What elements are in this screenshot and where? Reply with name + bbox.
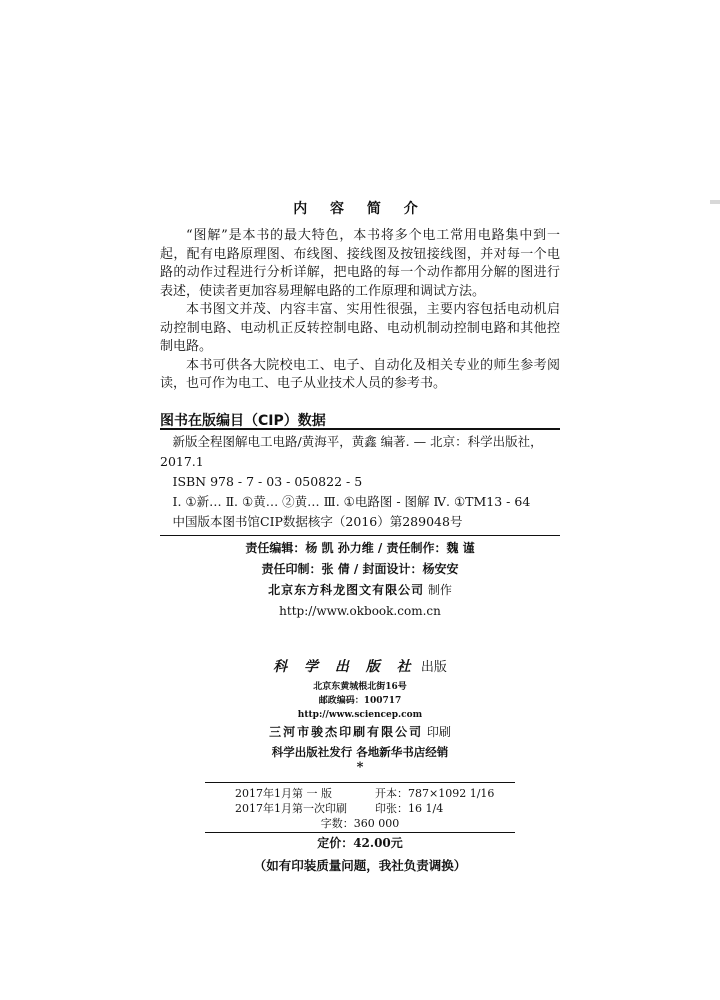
specs-bottom-rule (205, 832, 515, 833)
credits-block (160, 538, 560, 622)
spec-sheets: 印张：16 1/4 (375, 802, 444, 815)
publisher-suffix: 出版 (420, 660, 447, 675)
specs-block (205, 786, 515, 831)
specs-row-2 (205, 801, 515, 816)
page-edge-mark (710, 200, 720, 204)
summary-paragraph-2: 本书图文并茂、内容丰富、实用性很强，主要内容包括电动机启动控制电路、电动机正反转控制电路、电动机制动控制电路和其他控制电路。 (160, 302, 560, 354)
summary-title: 内 容 简 介 (293, 201, 427, 217)
summary-paragraph-1: “图解”是本书的最大特色，本书将多个电工常用电路集中到一起，配有电路原理图、布线图、接线图及按钮接线图，并对每一个电路的动作过程进行分析详解，把电路的每一个动作都用分解的图进行表述，使读者更加容易理解电路的工作原理和调试方法。 (160, 228, 560, 299)
cip-bottom-rule (160, 535, 560, 536)
credits-maker-line (160, 580, 560, 601)
credits-editors: 责任编辑：杨 凯 孙力维 / 责任制作：魏 谨 (245, 541, 475, 555)
publisher-address: 北京东黄城根北街16号 (313, 682, 407, 692)
credits-maker: 北京东方科龙图文有限公司 (268, 583, 425, 597)
separator-star: * (356, 760, 364, 775)
cip-block (160, 432, 560, 532)
printer-suffix: 印刷 (426, 725, 451, 739)
publisher-block (160, 655, 560, 774)
spec-edition: 2017年1月第 一 版 (235, 787, 332, 800)
credits-url: http://www.okbook.com.cn (279, 604, 441, 618)
quality-notice: （如有印装质量问题，我社负责调换） (253, 858, 467, 873)
summary-paragraph-3: 本书可供各大院校电工、电子、自动化及相关专业的师生参考阅读，也可作为电工、电子从业技术人员的参考书。 (160, 357, 560, 391)
cip-top-rule (160, 428, 560, 430)
spec-printing: 2017年1月第一次印刷 (235, 802, 347, 815)
cip-isbn: ISBN 978 - 7 - 03 - 050822 - 5 (172, 474, 363, 489)
distribution-line: 科学出版社发行 各地新华书店经销 (271, 745, 449, 759)
price: 定价：42.00元 (317, 836, 403, 850)
specs-top-rule (205, 782, 515, 783)
cip-title: 图书在版编目（CIP）数据 (160, 413, 326, 429)
cip-classification: Ⅰ. ①新… Ⅱ. ①黄… ②黄… Ⅲ. ①电路图 - 图解 Ⅳ. ①TM13 - 64 (172, 494, 531, 509)
publisher-line (160, 655, 560, 680)
publisher-postcode: 邮政编码：100717 (318, 696, 402, 706)
cip-number: 中国版本图书馆CIP数据核字（2016）第289048号 (172, 514, 463, 529)
cip-line-2: 2017.1 (160, 454, 204, 469)
summary-text (160, 227, 560, 394)
printer-line (160, 722, 560, 742)
printer-name: 三河市骏杰印刷有限公司 (269, 725, 424, 739)
spec-format: 开本：787×1092 1/16 (375, 787, 495, 800)
publisher-website: http://www.sciencep.com (297, 710, 423, 720)
specs-row-1 (205, 786, 515, 801)
specs-row-3 (205, 816, 515, 831)
credits-maker-suffix: 制作 (427, 583, 452, 597)
credits-print-design: 责任印制：张 倩 / 封面设计：杨安安 (261, 562, 459, 576)
cip-line-1: 新版全程图解电工电路/黄海平，黄鑫 编著. — 北京：科学出版社， (172, 434, 543, 449)
spec-words: 字数：360 000 (320, 817, 400, 830)
publisher-name: 科 学 出 版 社 (273, 659, 417, 675)
